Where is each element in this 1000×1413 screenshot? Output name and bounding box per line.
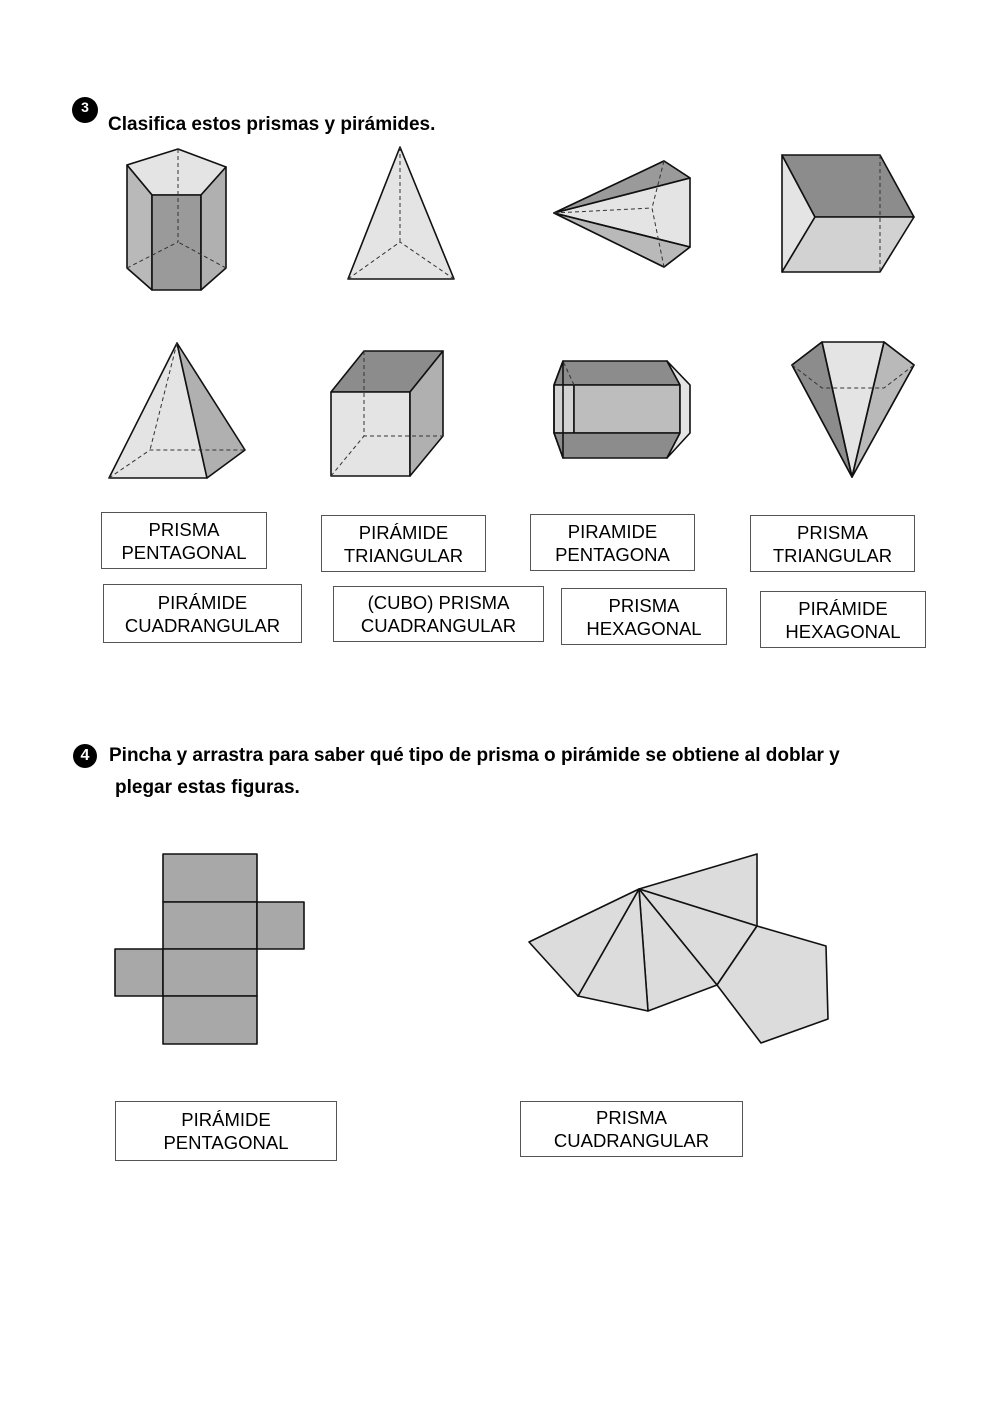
label-line-1: PRISMA bbox=[797, 521, 868, 543]
label-line-1: PIRÁMIDE bbox=[798, 597, 888, 619]
label-line-2: TRIANGULAR bbox=[343, 544, 464, 566]
label-line-2: CUADRANGULAR bbox=[124, 614, 281, 636]
label-line-2: HEXAGONAL bbox=[785, 620, 901, 642]
square-pyramid bbox=[109, 343, 245, 478]
label-line-1: PIRÁMIDE bbox=[358, 521, 449, 543]
label-piramide-pentagona[interactable] bbox=[530, 514, 695, 571]
label-line-2: PENTAGONA bbox=[555, 543, 670, 565]
label-line-2: CUADRANGULAR bbox=[553, 1130, 710, 1151]
exercise-4-title-line-2: plegar estas figuras. bbox=[115, 777, 300, 798]
label-prisma-triangular[interactable] bbox=[750, 515, 915, 572]
label-line-1: PIRÁMIDE bbox=[181, 1109, 271, 1130]
label-cubo-prisma-cuadrangular[interactable] bbox=[333, 586, 544, 642]
triangular-pyramid bbox=[348, 147, 454, 279]
label-line-2: PENTAGONAL bbox=[121, 541, 247, 563]
label-piramide-hexagonal[interactable] bbox=[760, 591, 926, 648]
label-piramide-pentagonal-net[interactable] bbox=[115, 1101, 337, 1161]
exercise-number-badge bbox=[73, 744, 97, 768]
hexagonal-prism-lying bbox=[554, 361, 690, 458]
label-line-1: (CUBO) PRISMA bbox=[367, 592, 510, 613]
cube bbox=[331, 351, 443, 476]
label-prisma-cuadrangular-net[interactable] bbox=[520, 1101, 743, 1157]
pentagonal-prism bbox=[127, 149, 226, 290]
cube-net bbox=[115, 854, 304, 1044]
exercise-3-title: Clasifica estos prismas y pirámides. bbox=[108, 114, 436, 135]
exercise-number: 3 bbox=[81, 99, 89, 115]
label-prisma-pentagonal[interactable] bbox=[101, 512, 267, 569]
label-line-2: PENTAGONAL bbox=[163, 1132, 289, 1153]
label-line-1: PIRÁMIDE bbox=[157, 591, 248, 613]
label-piramide-cuadrangular[interactable] bbox=[103, 584, 302, 643]
label-prisma-hexagonal[interactable] bbox=[561, 588, 727, 645]
label-line-1: PIRAMIDE bbox=[567, 520, 658, 542]
exercise-number: 4 bbox=[80, 747, 90, 764]
exercise-4-title-line-1: Pincha y arrastra para saber qué tipo de prisma o pirámide se obtiene al doblar y bbox=[109, 745, 840, 766]
label-piramide-triangular[interactable] bbox=[321, 515, 486, 572]
label-line-2: HEXAGONAL bbox=[586, 617, 702, 639]
label-line-1: PRISMA bbox=[608, 594, 680, 616]
label-line-2: CUADRANGULAR bbox=[360, 615, 517, 636]
label-line-2: TRIANGULAR bbox=[772, 544, 893, 566]
hexagonal-pyramid-inverted bbox=[792, 342, 914, 477]
label-line-1: PRISMA bbox=[596, 1107, 667, 1128]
pentagonal-pyramid-sideways bbox=[554, 161, 690, 267]
triangular-prism bbox=[782, 155, 914, 272]
label-line-1: PRISMA bbox=[148, 518, 220, 540]
pentagonal-pyramid-net bbox=[529, 854, 828, 1043]
